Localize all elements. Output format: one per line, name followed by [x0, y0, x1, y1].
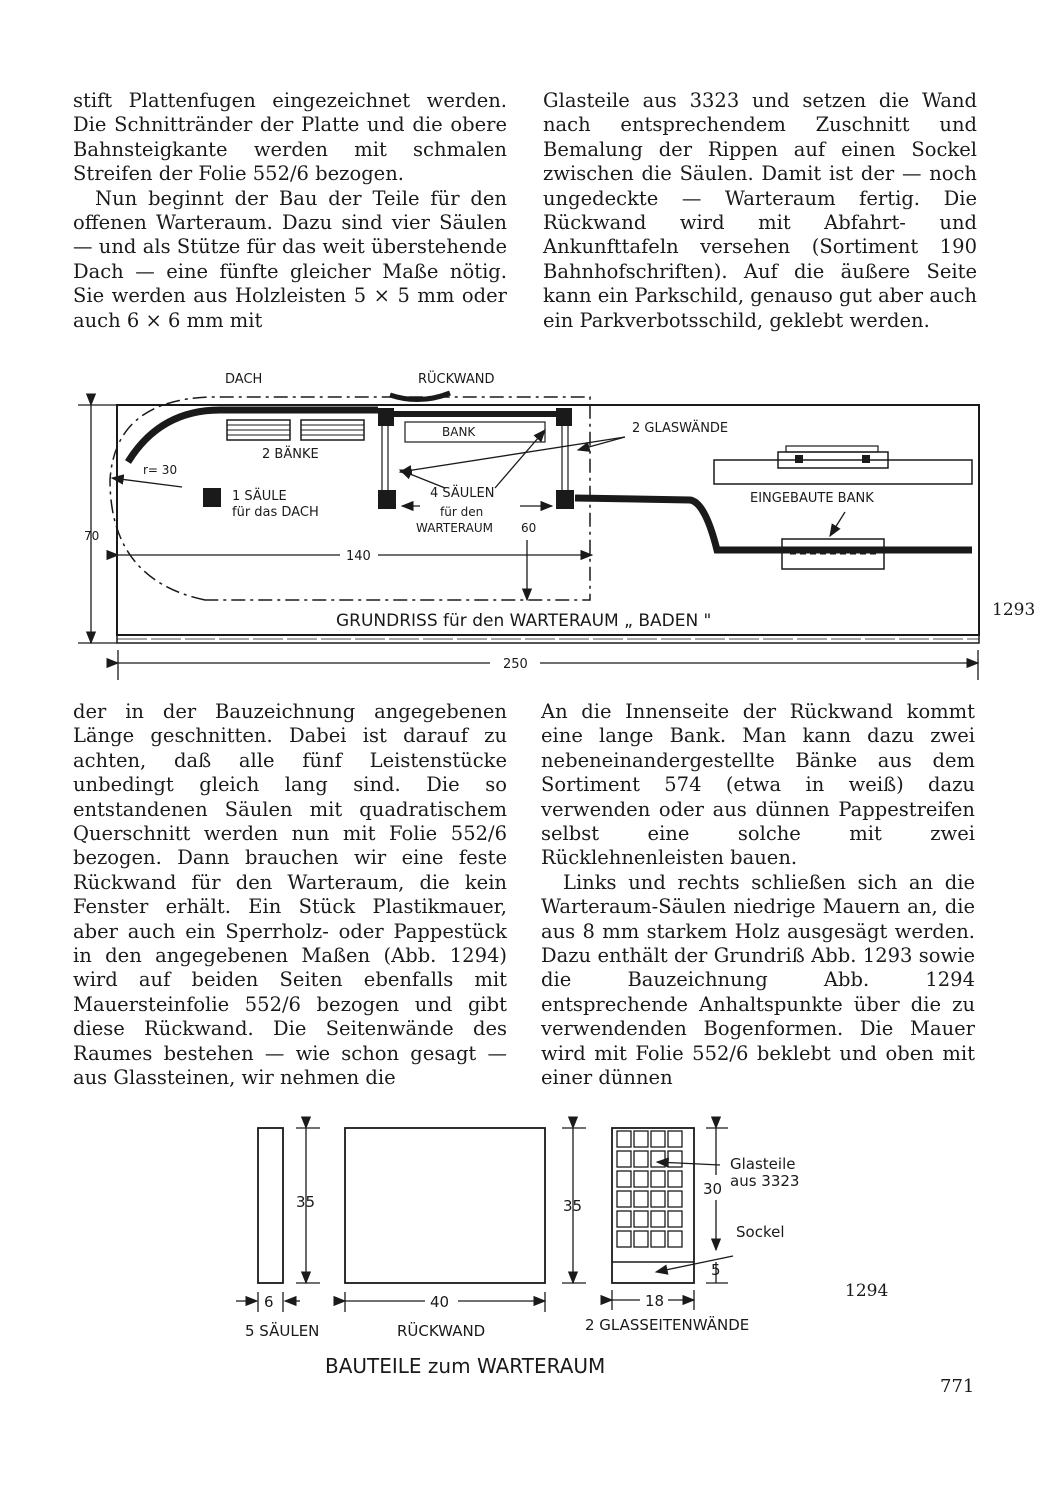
paragraph: stift Plattenfugen eingezeichnet werden. Die Schnittränder der Platte und die obere Bahnsteigkante werden mit schmalen Streifen der Folie 552/6 bezogen.	[73, 89, 507, 186]
figure-number: 1293	[992, 600, 1036, 620]
label-glaswaende: 2 GLASWÄNDE	[632, 421, 729, 436]
pillar	[556, 490, 574, 509]
dim-60: 60	[521, 521, 537, 535]
label-warteraum: WARTERAUM	[416, 521, 493, 535]
label-saeule: 1 SÄULE	[232, 489, 287, 504]
label-bank: BANK	[442, 425, 476, 439]
label-sockel: Sockel	[736, 1223, 785, 1241]
pillar	[378, 490, 396, 509]
label-radius: r= 30	[143, 463, 178, 477]
roof-pillar	[203, 488, 221, 507]
back-wall-part	[345, 1128, 545, 1283]
dim-6: 6	[264, 1293, 274, 1311]
pillar-part	[258, 1128, 283, 1283]
fig1294-title: BAUTEILE zum WARTERAUM	[325, 1354, 606, 1378]
figure-number: 1294	[845, 1281, 889, 1301]
roof-outline	[110, 397, 590, 600]
label-fuer-den: für den	[440, 505, 484, 519]
dim-18: 18	[645, 1292, 665, 1310]
paragraph: der in der Bauzeichnung angegebenen Länge geschnitten. Dabei ist darauf zu achten, daß alle fünf Leistenstücke unbedingt gleich lang sind. Die so entstandenen Säulen mit quadratischem Querschnitt werden nun mit Folie 552/6 bezogen. Dann brauchen wir eine feste Rückwand für den Warteraum, die kein Fenster erhält. Ein Stück Plastikmauer, aber auch ein Sperrholz- oder Pappestück in den angegebenen Maßen (Abb. 1294) wird auf beiden Seiten ebenfalls mit Mauersteinfolie 552/6 bezogen und gibt diese Rückwand. Die Seitenwände des Raumes bestehen — wie schon gesagt — aus Glassteinen, wir nehmen die	[73, 700, 507, 1090]
dim-140: 140	[346, 549, 371, 564]
text-column-bottom-left	[73, 700, 507, 1091]
dim-250: 250	[503, 657, 528, 672]
dim-5: 5	[711, 1261, 721, 1279]
glass-side-wall-part	[612, 1128, 694, 1283]
label-aus-3323: aus 3323	[730, 1172, 800, 1190]
label-4-saeulen: 4 SÄULEN	[430, 486, 495, 501]
fig1293-caption: GRUNDRISS für den WARTERAUM „ BADEN "	[336, 611, 712, 631]
dim-40: 40	[430, 1293, 450, 1311]
label-baenke: 2 BÄNKE	[262, 447, 319, 462]
dim-35: 35	[296, 1193, 316, 1211]
label-rueckwand: RÜCKWAND	[397, 1322, 486, 1340]
label-eingebaute-bank: EINGEBAUTE BANK	[750, 491, 874, 506]
paragraph: An die Innenseite der Rückwand kommt eine lange Bank. Man kann dazu zwei nebeneinandergestellte Bänke aus dem Sortiment 574 (etwa in weiß) dazu verwenden oder aus dünnen Pappestreifen selbst eine solche mit zwei Rücklehnenleisten bauen.	[541, 700, 975, 870]
dim-30: 30	[703, 1180, 723, 1198]
label-glasseitenwaende: 2 GLASSEITENWÄNDE	[585, 1316, 750, 1334]
label-5-saeulen: 5 SÄULEN	[245, 1322, 320, 1340]
dim-70: 70	[84, 529, 100, 543]
label-dach: DACH	[225, 372, 263, 387]
page-number: 771	[940, 1376, 975, 1397]
paragraph: Links und rechts schließen sich an die Warteraum-Säulen niedrige Mauern an, die aus 8 mm starkem Holz ausgesägt werden. Dazu enthält der Grundriß Abb. 1293 sowie die Bauzeichnung Abb. 1294 entsprechende Anhaltspunkte über die zu verwendenden Bogenformen. Die Mauer wird mit Folie 552/6 beklebt und oben mit einer dünnen	[541, 870, 975, 1090]
paragraph: Glasteile aus 3323 und setzen die Wand nach entsprechendem Zuschnitt und Bemalung der Rippen auf einen Sockel zwischen die Säulen. Damit ist der — noch ungedeckte — Warteraum fertig. Die Rückwand wird mit Abfahrt- und Ankunfttafeln versehen (Sortiment 190 Bahnhofschriften). Auf die äußere Seite kann ein Parkschild, genauso gut aber auch ein Parkverbotsschild, geklebt werden.	[543, 89, 977, 332]
pillar	[556, 408, 572, 426]
curved-wall	[128, 410, 378, 462]
pillar	[378, 408, 394, 426]
figure-1293-floor-plan	[0, 0, 1057, 700]
label-saeule-dach: für das DACH	[232, 505, 319, 520]
paragraph: Nun beginnt der Bau der Teile für den offenen Warteraum. Dazu sind vier Säulen — und als Stütze für das weit überstehende Dach — eine fünfte gleicher Maße nötig. Sie werden aus Holzleisten 5 × 5 mm oder auch 6 × 6 mm mit	[73, 186, 507, 332]
label-rueckwand: RÜCKWAND	[418, 372, 495, 387]
dim-35: 35	[563, 1197, 583, 1215]
built-in-bench-detail	[714, 460, 972, 484]
text-column-bottom-right	[541, 700, 975, 1091]
label-glasteile: Glasteile	[730, 1155, 796, 1173]
glass-grid	[617, 1131, 682, 1247]
